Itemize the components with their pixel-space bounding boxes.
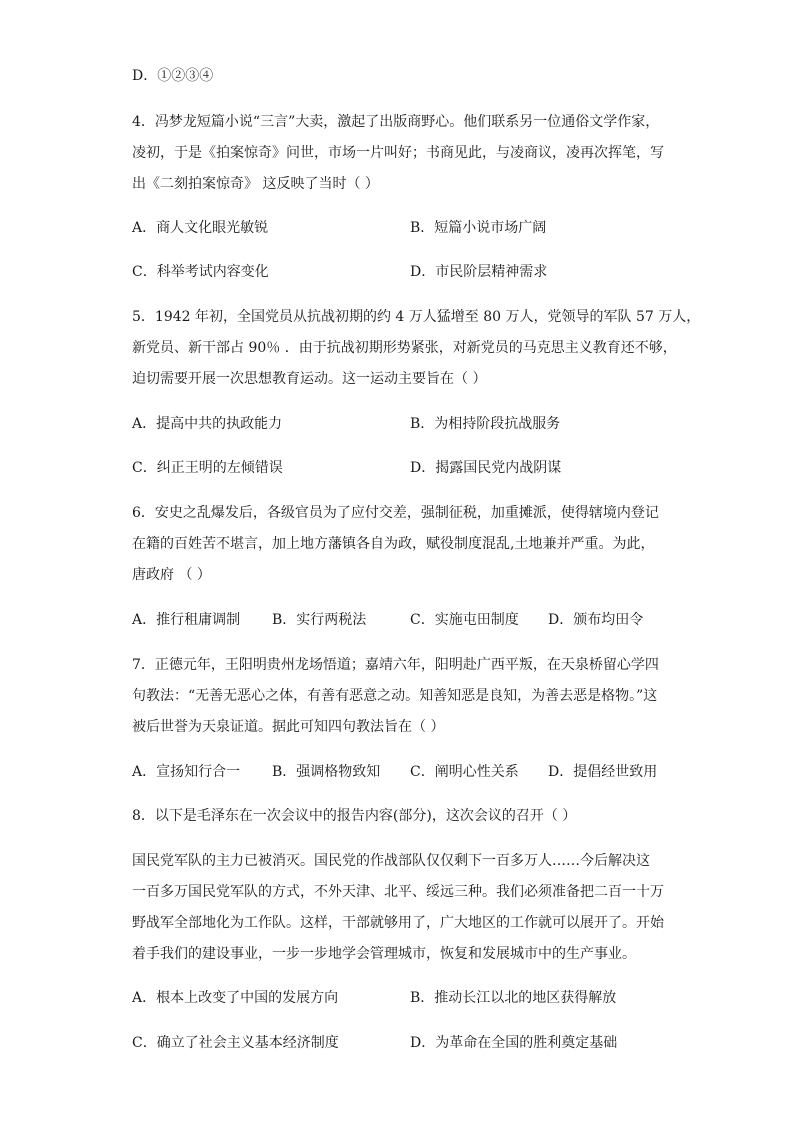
q4-option-d[interactable]: D．市民阶层精神需求 [410,264,548,280]
q8-material-line-2: 一百多万国民党军队的方式，不外天津、北平、绥远三种。我们必须准备把二百一十万 [132,884,664,900]
q4-stem-line-3: 出《二刻拍案惊奇》 这反映了当时（ ） [132,176,379,192]
q5-stem-line-1: 5．1942 年初，全国党员从抗战初期的约 4 万人猛增至 80 万人，党领导的军队 57 万人， [132,309,701,325]
q4-option-c[interactable]: C．科举考试内容变化 [132,264,269,280]
q3-option-d[interactable]: D．①②③④ [132,68,214,84]
q6-option-c[interactable]: C．实施屯田制度 [410,612,519,628]
q5-option-a[interactable]: A．提高中共的执政能力 [132,416,283,432]
q6-option-d[interactable]: D．颁布均田令 [548,612,644,628]
q4-stem-line-2: 凌初，于是《拍案惊奇》问世，市场一片叫好；书商见此，与凌商议，凌再次挥笔，写 [132,145,664,161]
q5-stem-line-3: 迫切需要开展一次思想教育运动。这一运动主要旨在（ ） [132,371,487,387]
q7-option-b[interactable]: B．强调格物致知 [272,764,381,780]
q5-option-d[interactable]: D．揭露国民党内战阴谋 [410,460,562,476]
q8-option-d[interactable]: D．为革命在全国的胜利奠定基础 [410,1035,618,1051]
q7-stem-line-1: 7．正德元年，王阳明贵州龙场悟道；嘉靖六年，阳明赴广西平叛，在天泉桥留心学四 [132,657,659,673]
q4-option-b[interactable]: B．短篇小说市场广阔 [410,220,547,236]
q4-stem-line-1: 4．冯梦龙短篇小说“三言”大卖，激起了出版商野心。他们联系另一位通俗文学作家， [132,114,660,130]
q8-material-line-1: 国民党军队的主力已被消灭。国民党的作战部队仅仅剩下一百多万人……今后解决这 [132,853,650,869]
q7-stem-line-2: 句教法：“无善无恶心之体，有善有恶意之动。知善知恶是良知，为善去恶是格物。”这 [132,688,658,704]
q5-option-c[interactable]: C．纠正王明的左倾错误 [132,460,283,476]
q6-option-a[interactable]: A．推行租庸调制 [132,612,241,628]
q4-option-a[interactable]: A．商人文化眼光敏锐 [132,220,269,236]
q8-option-b[interactable]: B．推动长江以北的地区获得解放 [410,990,617,1006]
q8-stem-line-1: 8．以下是毛泽东在一次会议中的报告内容(部分)，这次会议的召开（ ） [132,808,577,824]
q8-material-line-4: 着手我们的建设事业，一步一步地学会管理城市，恢复和发展城市中的生产事业。 [132,946,636,962]
q6-stem-line-1: 6．安史之乱爆发后，各级官员为了应付交差，强制征税，加重摊派，使得辖境内登记 [132,505,659,521]
q7-option-c[interactable]: C．阐明心性关系 [410,764,519,780]
q8-option-a[interactable]: A．根本上改变了中国的发展方向 [132,990,339,1006]
q7-stem-line-3: 被后世誉为天泉证道。据此可知四句教法旨在（ ） [132,719,445,735]
q7-option-d[interactable]: D．提倡经世致用 [548,764,658,780]
q5-stem-line-2: 新党员、新干部占 90％ ．由于抗战初期形势紧张，对新党员的马克思主义教育还不够， [132,340,677,356]
q5-option-b[interactable]: B．为相持阶段抗战服务 [410,416,561,432]
q7-option-a[interactable]: A．宣扬知行合一 [132,764,241,780]
q8-material-line-3: 野战军全部地化为工作队。这样，干部就够用了，广大地区的工作就可以展开了。开始 [132,915,664,931]
q6-stem-line-3: 唐政府 （ ） [132,567,211,583]
q6-option-b[interactable]: B．实行两税法 [272,612,367,628]
q6-stem-line-2: 在籍的百姓苦不堪言，加上地方藩镇各自为政，赋役制度混乱,土地兼并严重。为此， [132,536,655,552]
q8-option-c[interactable]: C．确立了社会主义基本经济制度 [132,1035,339,1051]
